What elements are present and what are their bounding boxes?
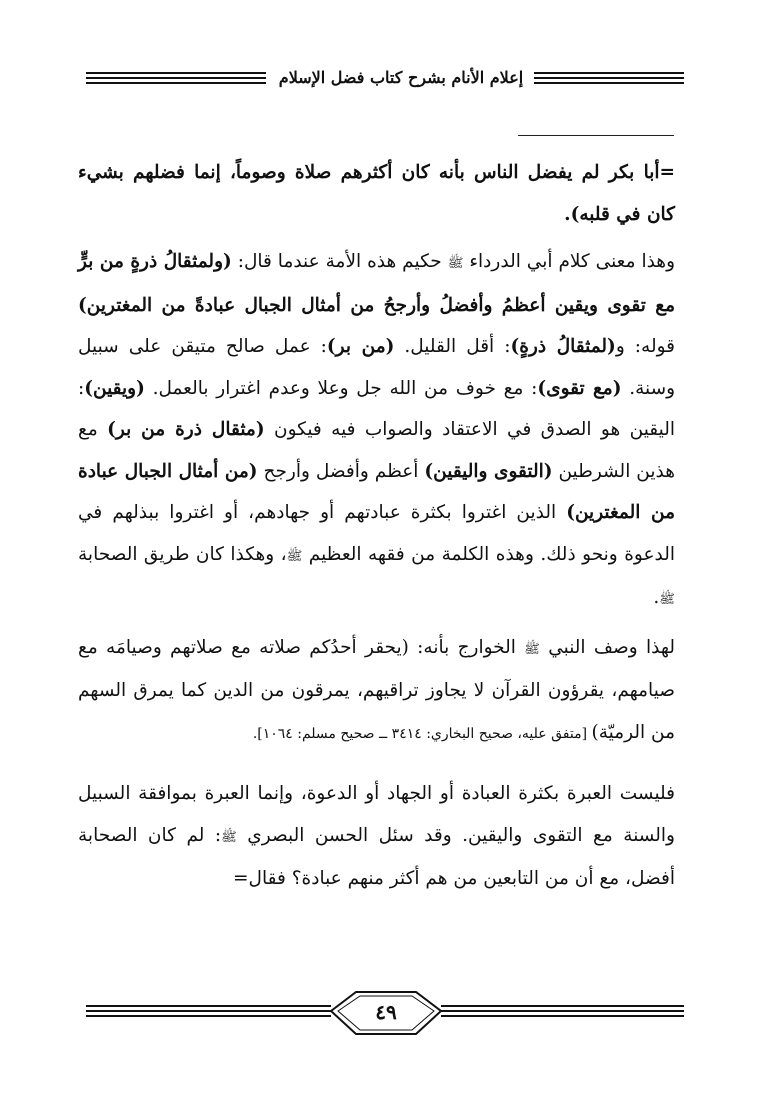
honorific-symbol: ﷺ: [221, 829, 237, 845]
text-run: فليست العبرة بكثرة العبادة أو الجهاد أو الدعوة، وإنما العبرة بموافقة السبيل والسنة مع التقوى واليقين. وقد سئل الحسن البصري: [78, 783, 675, 846]
text-run: مع هذين الشرطين: [78, 419, 675, 482]
running-header: [86, 62, 684, 96]
text-run: الذين اغتروا بكثرة عبادتهم أو جهادهم، أو اغتروا ببذلهم في الدعوة ونحو ذلك. وهذه الكلمة من فقهه العظيم: [78, 502, 675, 565]
text-run: (لمثقالُ ذرةٍ): [510, 336, 616, 357]
text-run: (مثقال ذرة من بر): [107, 419, 265, 440]
honorific-symbol: ﷺ: [524, 641, 540, 657]
text-run: : مع خوف من الله جل وعلا وعدم اغترار بالعمل.: [144, 377, 538, 399]
text-run: حكيم هذه الأمة عندما قال:: [231, 251, 448, 272]
citation: [متفق عليه، صحيح البخاري: ٣٤١٤ ــ صحيح مسلم: ١٠٦٤].: [252, 725, 592, 742]
text-run: (يحقر أحدُكم صلاته مع صلاتهم وصيامَه مع صيامهم، يقرؤون القرآن لا يجاوز تراقيهم، يمرقون من الدين كما يمرق السهم من الرميّة): [78, 636, 675, 743]
text-run: (مع تقوى): [537, 377, 622, 399]
text-run: (التقوى واليقين): [424, 460, 553, 482]
paragraph-3: [78, 627, 675, 756]
paragraph-2: [78, 241, 675, 621]
text-run: : لم كان الصحابة أفضل، مع أن من التابعين من هم أكثر منهم عبادة؟ فقال=: [78, 824, 675, 889]
text-run: وهذا معنى كلام أبي الدرداء: [463, 251, 675, 272]
honorific-symbol: ﷺ: [447, 256, 464, 271]
header-rule-left: [86, 72, 266, 86]
page-body: [78, 152, 675, 900]
text-run: : أقل القليل.: [394, 336, 511, 357]
text-run: (ويقين): [84, 377, 145, 399]
page-number: ٤٩: [375, 1000, 397, 1024]
text-run: لهذا وصف النبي: [539, 636, 675, 658]
paragraph-1: [78, 152, 675, 235]
text-run: أعظم وأفضل وأرجح: [257, 460, 425, 482]
text-run: .: [653, 587, 660, 608]
page-footer: [86, 990, 684, 1050]
text-run: قوله: و: [615, 336, 675, 357]
honorific-symbol: ﷺ: [286, 548, 303, 564]
text-run: الخوارج بأنه:: [408, 636, 525, 658]
honorific-symbol: ﷺ: [659, 592, 675, 607]
footnote-separator: [518, 135, 674, 136]
header-title: إعلام الأنام بشرح كتاب فضل الإسلام: [278, 68, 524, 87]
text-run: ، وهكذا كان طريق الصحابة: [78, 543, 287, 565]
header-rule-right: [534, 72, 684, 86]
text-run: : اليقين هو الصدق في الاعتقاد والصواب فيه فيكون: [78, 377, 675, 440]
text-run: (من بر): [326, 336, 395, 357]
text-run: (من أمثال الجبال عبادة من المغترين): [78, 460, 676, 523]
text-run: =أبا بكر لم يفضل الناس بأنه كان أكثرهم صلاة وصوماً، إنما فضلهم بشيء كان في قلبه).: [78, 162, 675, 225]
paragraph-4: [78, 773, 675, 900]
text-run: (ولمثقالُ ذرةٍ من برٍّ مع تقوى ويقين أعظمُ وأفضلُ وأرجحُ من أمثال الجبال عبادةً من المغترين): [78, 251, 675, 316]
text-run: : عمل صالح متيقن على سبيل وسنة.: [78, 336, 676, 399]
